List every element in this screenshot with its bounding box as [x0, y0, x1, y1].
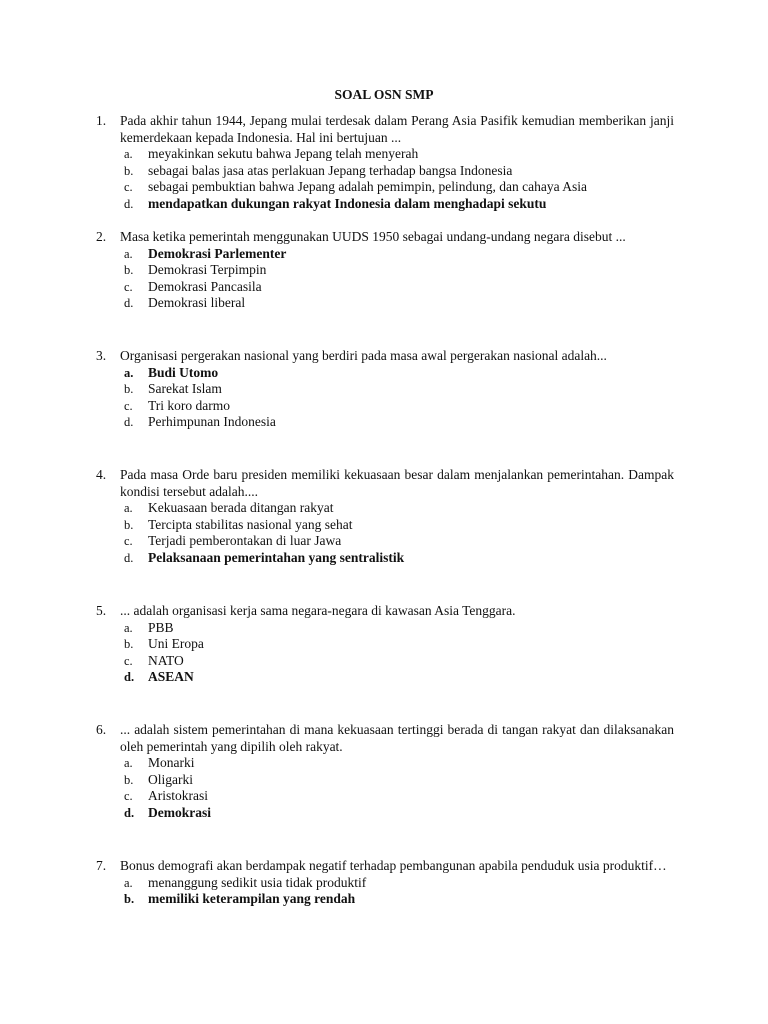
option-letter: b. — [124, 637, 134, 651]
option-text: mendapatkan dukungan rakyat Indonesia dalam menghadapi sekutu — [148, 195, 547, 211]
option-letter: d. — [124, 415, 134, 429]
answer-option — [120, 179, 674, 196]
option-text: Budi Utomo — [148, 364, 219, 380]
option-text: Perhimpunan Indonesia — [148, 414, 276, 429]
option-letter: b. — [124, 772, 134, 787]
option-letter: a. — [124, 246, 133, 261]
option-text: Demokrasi — [148, 804, 211, 820]
answer-option — [120, 772, 674, 789]
option-letter: c. — [124, 279, 133, 294]
answer-option — [120, 653, 674, 670]
option-letter: b. — [124, 517, 134, 532]
answer-option — [120, 398, 674, 415]
question-text: Masa ketika pemerintah menggunakan UUDS 1950 sebagai undang-undang negara disebut ... — [120, 229, 626, 244]
question-text: Pada masa Orde baru presiden memiliki kekuasaan besar dalam menjalankan pemerintahan. Dampak kondisi tersebut adalah.... — [120, 467, 674, 499]
question-text: Pada akhir tahun 1944, Jepang mulai terdesak dalam Perang Asia Pasifik kemudian memberikan janji kemerdekaan kepada Indonesia. Hal ini bertujuan ... — [120, 113, 674, 145]
answer-option — [120, 550, 674, 567]
answer-option — [120, 196, 674, 213]
option-letter: d. — [124, 196, 134, 211]
answer-option — [120, 295, 674, 312]
option-letter: a. — [124, 620, 133, 635]
option-text: NATO — [148, 652, 184, 668]
option-letter: c. — [124, 180, 133, 194]
option-text: menanggung sedikit usia tidak produktif — [148, 874, 367, 890]
option-text: memiliki keterampilan yang rendah — [148, 891, 356, 906]
question-1 — [96, 113, 674, 212]
option-text: Tri koro darmo — [148, 397, 231, 413]
question-number: 2. — [96, 229, 107, 244]
option-letter: d. — [124, 805, 135, 820]
answer-option — [120, 414, 674, 431]
option-text: Demokrasi liberal — [148, 295, 246, 310]
question-text: ... adalah sistem pemerintahan di mana kekuasaan tertinggi berada di tangan rakyat dan dilaksanakan oleh pemerintah yang dipilih oleh rakyat. — [120, 722, 674, 754]
option-letter: d. — [124, 670, 135, 684]
answer-options — [120, 755, 674, 821]
question-number: 1. — [96, 113, 107, 128]
answer-options — [120, 620, 674, 686]
option-letter: b. — [124, 382, 134, 396]
answer-option — [120, 262, 674, 279]
option-letter: b. — [124, 263, 134, 277]
option-letter: b. — [124, 163, 134, 178]
option-text: Terjadi pemberontakan di luar Jawa — [148, 533, 342, 548]
answer-options — [120, 246, 674, 312]
question-text: ... adalah organisasi kerja sama negara-negara di kawasan Asia Tenggara. — [120, 603, 516, 618]
answer-option — [120, 246, 674, 263]
page-title: SOAL OSN SMP — [334, 87, 434, 102]
option-text: sebagai pembuktian bahwa Jepang adalah pemimpin, pelindung, dan cahaya Asia — [148, 179, 587, 194]
answer-option — [120, 636, 674, 653]
option-text: Tercipta stabilitas nasional yang sehat — [148, 516, 353, 532]
answer-option — [120, 891, 674, 908]
question-number: 7. — [96, 858, 107, 873]
question-7 — [96, 858, 674, 908]
answer-option — [120, 365, 674, 382]
answer-option — [120, 517, 674, 534]
answer-option — [120, 163, 674, 180]
question-4 — [96, 467, 674, 566]
answer-options — [120, 875, 674, 908]
option-letter: a. — [124, 756, 133, 770]
question-number: 3. — [96, 348, 107, 363]
answer-option — [120, 381, 674, 398]
option-text: meyakinkan sekutu bahwa Jepang telah menyerah — [148, 146, 419, 161]
option-text: Oligarki — [148, 771, 193, 787]
question-3 — [96, 348, 674, 431]
answer-options — [120, 500, 674, 566]
question-number: 6. — [96, 722, 107, 737]
option-letter: a. — [124, 501, 133, 515]
option-letter: d. — [124, 550, 134, 565]
question-5 — [96, 603, 674, 686]
answer-option — [120, 279, 674, 296]
answer-option — [120, 755, 674, 772]
option-text: Monarki — [148, 755, 195, 770]
answer-option — [120, 620, 674, 637]
option-text: Pelaksanaan pemerintahan yang sentralistik — [148, 549, 405, 565]
answer-option — [120, 875, 674, 892]
option-letter: c. — [124, 653, 133, 668]
option-letter: c. — [124, 789, 133, 803]
question-text: Bonus demografi akan berdampak negatif terhadap pembangunan apabila penduduk usia produktif… — [120, 858, 667, 873]
question-text: Organisasi pergerakan nasional yang berdiri pada masa awal pergerakan nasional adalah... — [120, 348, 607, 363]
option-text: Sarekat Islam — [148, 381, 222, 396]
option-text: Kekuasaan berada ditangan rakyat — [148, 500, 334, 515]
option-text: Aristokrasi — [148, 788, 208, 803]
answer-option — [120, 146, 674, 163]
option-text: sebagai balas jasa atas perlakuan Jepang terhadap bangsa Indonesia — [148, 162, 513, 178]
option-letter: c. — [124, 398, 133, 413]
answer-option — [120, 788, 674, 805]
question-6 — [96, 722, 674, 821]
answer-options — [120, 146, 674, 212]
option-text: PBB — [148, 619, 174, 635]
option-letter: d. — [124, 296, 134, 310]
option-letter: b. — [124, 892, 135, 906]
question-number: 5. — [96, 603, 107, 618]
option-letter: a. — [124, 147, 133, 161]
option-text: Uni Eropa — [148, 636, 204, 651]
option-letter: a. — [124, 875, 133, 890]
option-letter: a. — [124, 365, 134, 380]
answer-option — [120, 669, 674, 686]
option-text: ASEAN — [148, 669, 194, 684]
answer-options — [120, 365, 674, 431]
option-letter: c. — [124, 534, 133, 548]
question-2 — [96, 229, 674, 312]
question-number: 4. — [96, 467, 107, 482]
answer-option — [120, 500, 674, 517]
answer-option — [120, 533, 674, 550]
answer-option — [120, 805, 674, 822]
option-text: Demokrasi Terpimpin — [148, 262, 267, 277]
option-text: Demokrasi Pancasila — [148, 278, 262, 294]
option-text: Demokrasi Parlementer — [148, 245, 287, 261]
